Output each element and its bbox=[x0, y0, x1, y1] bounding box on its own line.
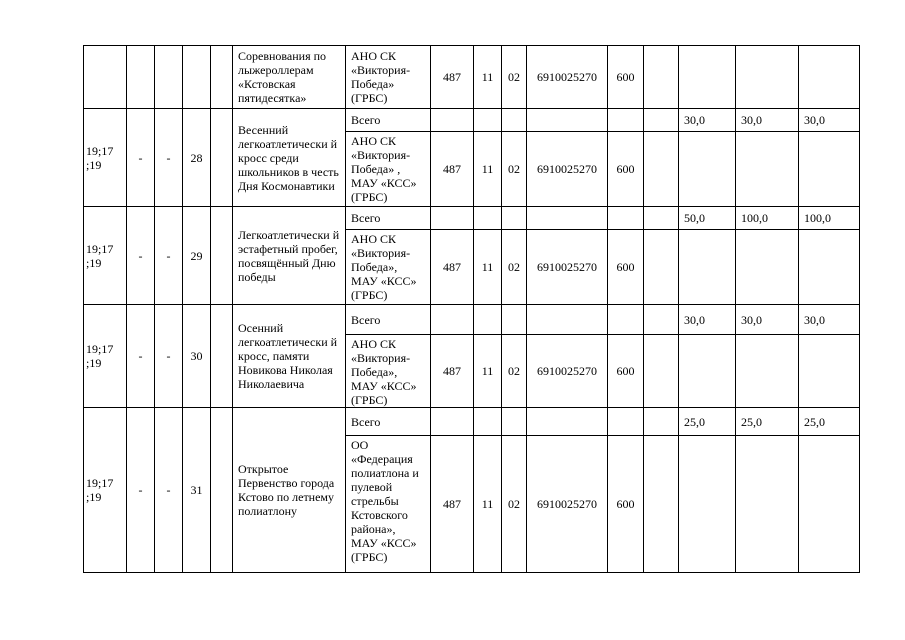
cell-empty bbox=[211, 408, 233, 573]
cell-empty bbox=[644, 109, 679, 132]
cell-event-name: Открытое Первенство города Кстово по летнему полиатлону bbox=[233, 408, 346, 573]
cell-empty bbox=[474, 109, 502, 132]
cell-dash-1: - bbox=[127, 207, 155, 305]
cell-empty bbox=[608, 408, 644, 436]
cell-empty bbox=[502, 207, 527, 230]
cell-dash-1 bbox=[127, 46, 155, 109]
cell-year-1: 50,0 bbox=[679, 207, 736, 230]
cell-year-1 bbox=[679, 46, 736, 109]
cell-empty bbox=[431, 408, 474, 436]
cell-empty bbox=[679, 230, 736, 305]
cell-organization: АНО СК «Виктория-Победа» , МАУ «КСС» (ГРБС) bbox=[346, 132, 431, 207]
cell-empty bbox=[644, 230, 679, 305]
cell-empty bbox=[474, 207, 502, 230]
cell-organization: АНО СК «Виктория-Победа», МАУ «КСС» (ГРБС) bbox=[346, 230, 431, 305]
cell-empty bbox=[799, 132, 860, 207]
cell-total-label: Всего bbox=[346, 207, 431, 230]
cell-empty bbox=[799, 436, 860, 573]
cell-year-1: 25,0 bbox=[679, 408, 736, 436]
cell-vr: 600 bbox=[608, 132, 644, 207]
cell-empty bbox=[431, 305, 474, 335]
cell-empty bbox=[644, 132, 679, 207]
cell-csr: 6910025270 bbox=[527, 436, 608, 573]
cell-empty bbox=[679, 132, 736, 207]
cell-empty bbox=[644, 207, 679, 230]
table-row bbox=[84, 109, 860, 132]
cell-empty bbox=[644, 335, 679, 408]
cell-empty bbox=[431, 207, 474, 230]
cell-empty bbox=[527, 109, 608, 132]
cell-empty bbox=[608, 207, 644, 230]
cell-empty bbox=[527, 305, 608, 335]
cell-year-3: 100,0 bbox=[799, 207, 860, 230]
cell-dash-2: - bbox=[155, 408, 183, 573]
cell-event-name: Легкоатлетически й эстафетный пробег, посвящённый Дню победы bbox=[233, 207, 346, 305]
cell-csr: 6910025270 bbox=[527, 335, 608, 408]
cell-year-3: 25,0 bbox=[799, 408, 860, 436]
cell-codes: 19;17 ;19 bbox=[84, 408, 127, 573]
cell-pr: 02 bbox=[502, 436, 527, 573]
cell-rz: 11 bbox=[474, 230, 502, 305]
cell-year-2: 30,0 bbox=[736, 305, 799, 335]
cell-codes: 19;17 ;19 bbox=[84, 305, 127, 408]
cell-year-2: 25,0 bbox=[736, 408, 799, 436]
cell-csr: 6910025270 bbox=[527, 132, 608, 207]
cell-empty bbox=[736, 230, 799, 305]
table-body bbox=[84, 46, 860, 573]
cell-year-1: 30,0 bbox=[679, 109, 736, 132]
cell-pr: 02 bbox=[502, 335, 527, 408]
cell-empty bbox=[679, 436, 736, 573]
cell-empty bbox=[211, 109, 233, 207]
cell-grbs: 487 bbox=[431, 132, 474, 207]
cell-empty bbox=[736, 132, 799, 207]
cell-year-3: 30,0 bbox=[799, 305, 860, 335]
cell-codes bbox=[84, 46, 127, 109]
cell-empty bbox=[502, 109, 527, 132]
table-row bbox=[84, 305, 860, 335]
cell-empty bbox=[502, 408, 527, 436]
cell-empty bbox=[527, 408, 608, 436]
cell-number: 29 bbox=[183, 207, 211, 305]
cell-grbs: 487 bbox=[431, 46, 474, 109]
budget-table bbox=[83, 45, 860, 573]
cell-empty bbox=[608, 109, 644, 132]
table-row bbox=[84, 207, 860, 230]
cell-total-label: Всего bbox=[346, 305, 431, 335]
cell-grbs: 487 bbox=[431, 230, 474, 305]
cell-dash-1: - bbox=[127, 109, 155, 207]
cell-empty bbox=[644, 436, 679, 573]
cell-grbs: 487 bbox=[431, 436, 474, 573]
cell-empty bbox=[211, 46, 233, 109]
cell-year-2: 30,0 bbox=[736, 109, 799, 132]
cell-empty bbox=[211, 207, 233, 305]
cell-pr: 02 bbox=[502, 46, 527, 109]
cell-year-3: 30,0 bbox=[799, 109, 860, 132]
cell-event-name: Соревнования по лыжероллерам «Кстовская пятидесятка» bbox=[233, 46, 346, 109]
cell-vr: 600 bbox=[608, 230, 644, 305]
cell-event-name: Осенний легкоатлетически й кросс, памяти Новикова Николая Николаевича bbox=[233, 305, 346, 408]
cell-pr: 02 bbox=[502, 132, 527, 207]
cell-event-name: Весенний легкоатлетически й кросс среди школьников в честь Дня Космонавтики bbox=[233, 109, 346, 207]
cell-vr: 600 bbox=[608, 436, 644, 573]
cell-number: 30 bbox=[183, 305, 211, 408]
cell-grbs: 487 bbox=[431, 335, 474, 408]
cell-dash-2 bbox=[155, 46, 183, 109]
cell-number: 31 bbox=[183, 408, 211, 573]
cell-year-3 bbox=[799, 46, 860, 109]
table-row bbox=[84, 408, 860, 436]
cell-empty bbox=[474, 408, 502, 436]
cell-empty bbox=[799, 230, 860, 305]
cell-empty bbox=[211, 305, 233, 408]
cell-empty bbox=[736, 335, 799, 408]
cell-empty bbox=[608, 305, 644, 335]
cell-total-label: Всего bbox=[346, 408, 431, 436]
cell-rz: 11 bbox=[474, 132, 502, 207]
cell-organization: АНО СК «Виктория-Победа», МАУ «КСС» (ГРБС) bbox=[346, 335, 431, 408]
cell-vr: 600 bbox=[608, 46, 644, 109]
cell-number bbox=[183, 46, 211, 109]
cell-rz: 11 bbox=[474, 335, 502, 408]
cell-number: 28 bbox=[183, 109, 211, 207]
cell-dash-1: - bbox=[127, 408, 155, 573]
cell-dash-2: - bbox=[155, 305, 183, 408]
cell-empty bbox=[431, 109, 474, 132]
cell-rz: 11 bbox=[474, 46, 502, 109]
cell-pr: 02 bbox=[502, 230, 527, 305]
cell-empty bbox=[644, 46, 679, 109]
cell-codes: 19;17 ;19 bbox=[84, 109, 127, 207]
cell-dash-2: - bbox=[155, 109, 183, 207]
cell-organization: ОО «Федерация полиатлона и пулевой стрельбы Кстовского района», МАУ «КСС» (ГРБС) bbox=[346, 436, 431, 573]
cell-codes: 19;17 ;19 bbox=[84, 207, 127, 305]
cell-year-1: 30,0 bbox=[679, 305, 736, 335]
cell-year-2 bbox=[736, 46, 799, 109]
table-row bbox=[84, 46, 860, 109]
cell-empty bbox=[736, 436, 799, 573]
cell-empty bbox=[679, 335, 736, 408]
cell-empty bbox=[644, 305, 679, 335]
cell-empty bbox=[474, 305, 502, 335]
cell-dash-2: - bbox=[155, 207, 183, 305]
cell-empty bbox=[502, 305, 527, 335]
cell-total-label: Всего bbox=[346, 109, 431, 132]
cell-dash-1: - bbox=[127, 305, 155, 408]
cell-csr: 6910025270 bbox=[527, 46, 608, 109]
cell-vr: 600 bbox=[608, 335, 644, 408]
cell-rz: 11 bbox=[474, 436, 502, 573]
cell-empty bbox=[799, 335, 860, 408]
cell-year-2: 100,0 bbox=[736, 207, 799, 230]
cell-empty bbox=[644, 408, 679, 436]
cell-csr: 6910025270 bbox=[527, 230, 608, 305]
cell-empty bbox=[527, 207, 608, 230]
cell-organization: АНО СК «Виктория-Победа» (ГРБС) bbox=[346, 46, 431, 109]
